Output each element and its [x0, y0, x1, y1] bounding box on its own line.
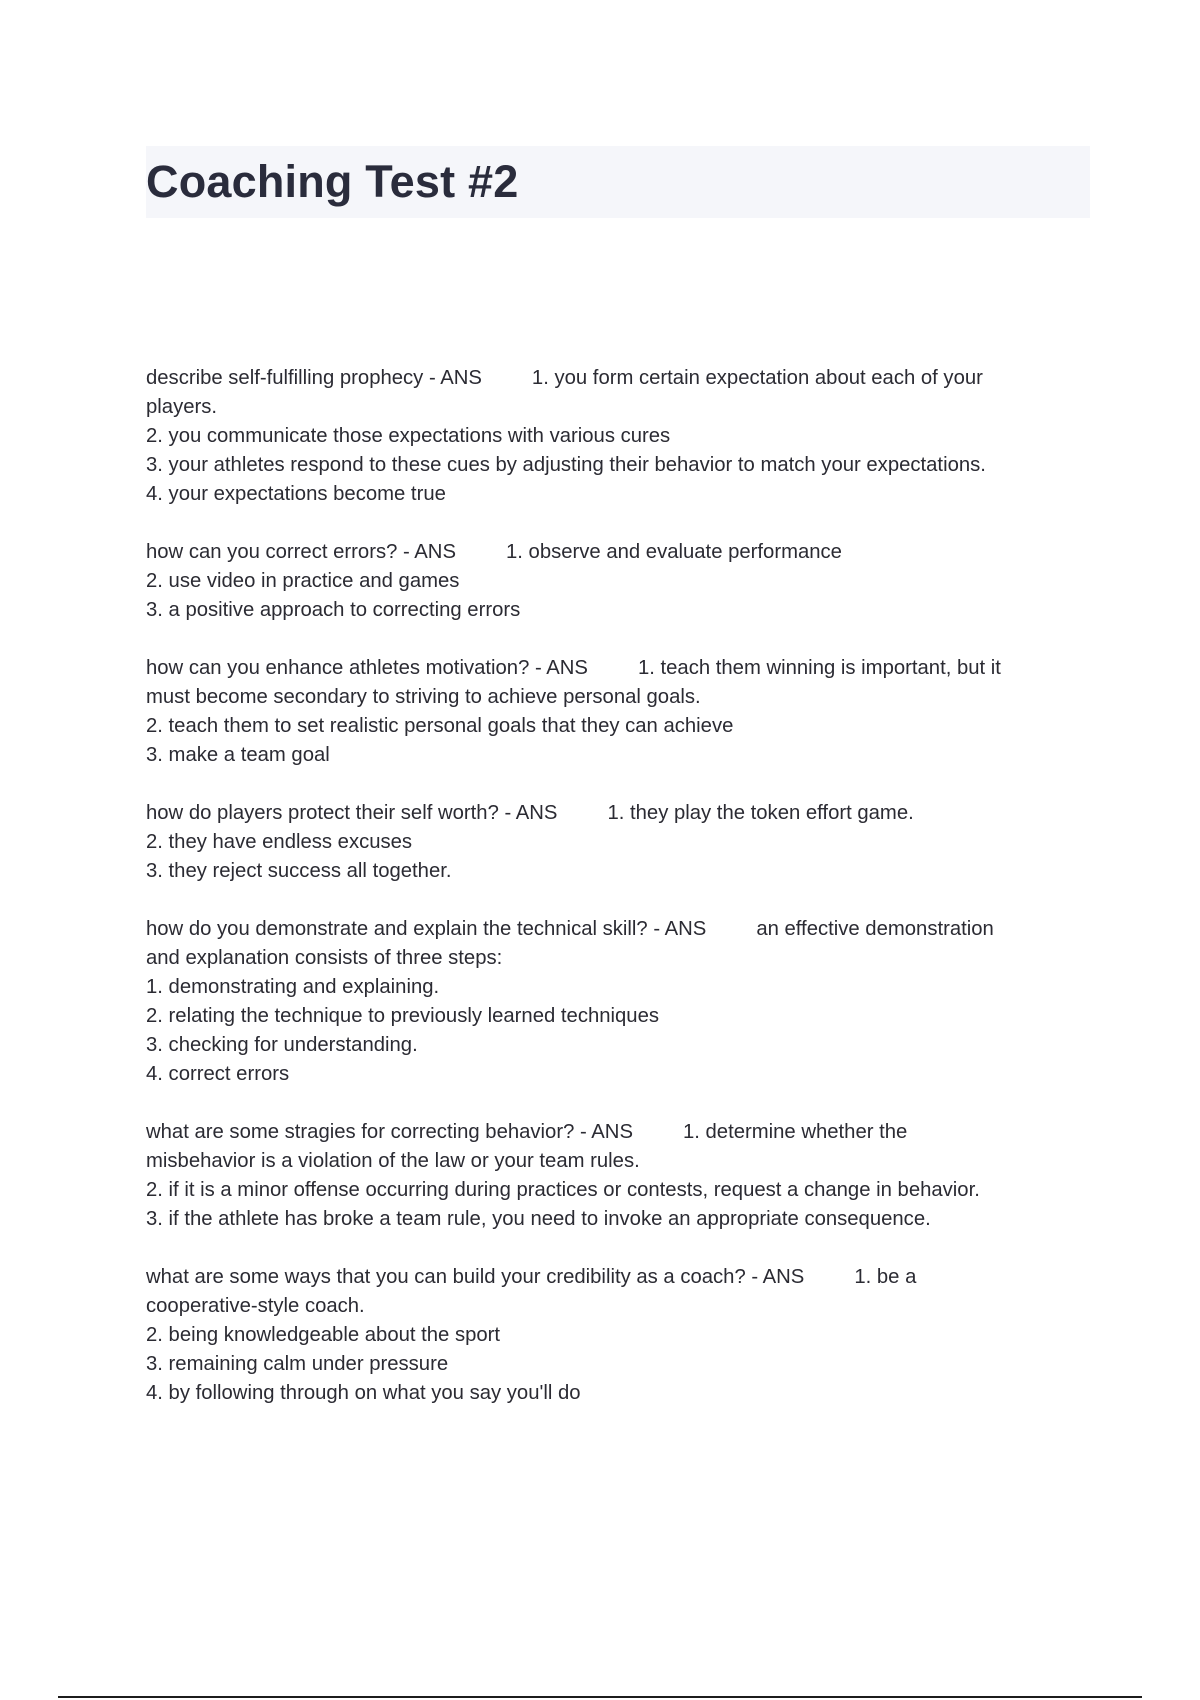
- qa-first-line: [146, 654, 1086, 683]
- qa-item: [146, 538, 1086, 625]
- footer-divider: [58, 1696, 1142, 1698]
- answer-line: 4. by following through on what you say you'll do: [146, 1382, 581, 1404]
- answer-first-text: 1. determine whether the: [682, 1121, 908, 1143]
- answer-line: 2. relating the technique to previously learned techniques: [146, 1005, 660, 1027]
- qa-first-line: [146, 1118, 1086, 1147]
- answer-first-text: 1. they play the token effort game.: [607, 802, 914, 824]
- answer-line: 2. you communicate those expectations with various cures: [146, 425, 671, 447]
- question-text: how can you enhance athletes motivation? - ANS: [146, 657, 588, 679]
- question-text: how do players protect their self worth? - ANS: [146, 802, 558, 824]
- answer-line: cooperative-style coach.: [146, 1295, 365, 1317]
- qa-item: [146, 915, 1086, 1089]
- answer-line: must become secondary to striving to achieve personal goals.: [146, 686, 701, 708]
- qa-item: [146, 799, 1086, 886]
- answer-line: 1. demonstrating and explaining.: [146, 976, 440, 998]
- qa-item: [146, 1118, 1086, 1234]
- page-title: Coaching Test #2: [146, 156, 519, 207]
- answer-line: 3. make a team goal: [146, 744, 330, 766]
- answer-first-text: 1. you form certain expectation about each of your: [531, 367, 983, 389]
- question-text: what are some stragies for correcting behavior? - ANS: [146, 1121, 633, 1143]
- question-text: how do you demonstrate and explain the technical skill? - ANS: [146, 918, 707, 940]
- answer-line: 4. correct errors: [146, 1063, 290, 1085]
- qa-first-line: [146, 799, 1086, 828]
- qa-item: [146, 654, 1086, 770]
- answer-line: 2. being knowledgeable about the sport: [146, 1324, 501, 1346]
- qa-list: [146, 364, 1086, 1437]
- answer-line: 3. they reject success all together.: [146, 860, 452, 882]
- qa-first-line: [146, 915, 1086, 944]
- answer-line: 3. remaining calm under pressure: [146, 1353, 449, 1375]
- answer-first-text: 1. be a: [854, 1266, 917, 1288]
- answer-line: and explanation consists of three steps:: [146, 947, 503, 969]
- answer-first-text: an effective demonstration: [756, 918, 994, 940]
- answer-line: 4. your expectations become true: [146, 483, 446, 505]
- qa-first-line: [146, 538, 1086, 567]
- answer-line: 2. they have endless excuses: [146, 831, 413, 853]
- answer-first-text: 1. teach them winning is important, but it: [637, 657, 1001, 679]
- qa-first-line: [146, 1263, 1086, 1292]
- answer-line: 2. teach them to set realistic personal goals that they can achieve: [146, 715, 734, 737]
- answer-line: 3. checking for understanding.: [146, 1034, 418, 1056]
- question-text: how can you correct errors? - ANS: [146, 541, 456, 563]
- title-band: [146, 146, 1090, 218]
- qa-item: [146, 364, 1086, 509]
- answer-line: 2. if it is a minor offense occurring during practices or contests, request a change in behavior.: [146, 1179, 980, 1201]
- question-text: what are some ways that you can build your credibility as a coach? - ANS: [146, 1266, 805, 1288]
- answer-line: misbehavior is a violation of the law or your team rules.: [146, 1150, 640, 1172]
- answer-line: players.: [146, 396, 218, 418]
- answer-line: 2. use video in practice and games: [146, 570, 460, 592]
- answer-first-text: 1. observe and evaluate performance: [505, 541, 842, 563]
- question-text: describe self-fulfilling prophecy - ANS: [146, 367, 482, 389]
- answer-line: 3. if the athlete has broke a team rule, you need to invoke an appropriate consequence.: [146, 1208, 931, 1230]
- qa-item: [146, 1263, 1086, 1408]
- qa-first-line: [146, 364, 1086, 393]
- answer-line: 3. your athletes respond to these cues by adjusting their behavior to match your expectations.: [146, 454, 986, 476]
- answer-line: 3. a positive approach to correcting errors: [146, 599, 521, 621]
